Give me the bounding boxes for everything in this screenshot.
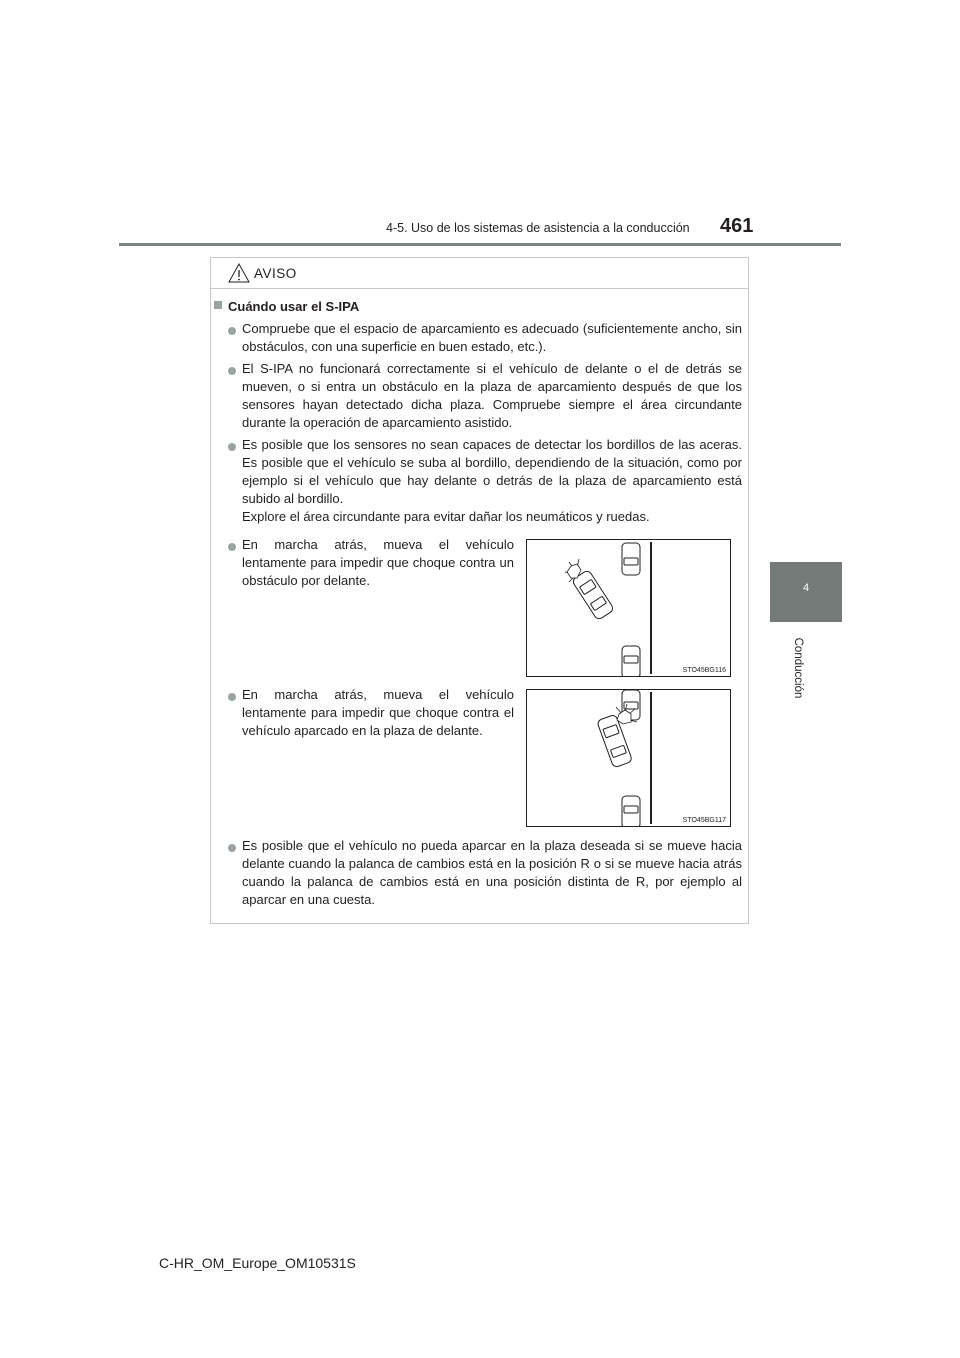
chapter-label-text: Conducción: [792, 637, 804, 699]
chapter-tab: [770, 562, 842, 622]
warning-triangle-icon: [228, 263, 250, 283]
bullet-text: Es posible que los sensores no sean capaces de detectar los bordillos de las aceras. Es posible que el vehículo se suba al bordillo, dependiendo de la situación, como por ejemplo si el vehículo que hay delante o detrás de la plaza de aparcamiento está subido al bordillo.: [242, 437, 742, 507]
chapter-label: [791, 628, 805, 708]
parking-diagram-1: [527, 540, 730, 676]
warning-box-header: [211, 258, 748, 289]
bullet-marker: [228, 844, 236, 852]
warning-title: AVISO: [254, 266, 297, 281]
bullet-marker: [228, 693, 236, 701]
section-heading: 4-5. Uso de los sistemas de asistencia a la conducción: [386, 221, 690, 235]
bullet-marker: [228, 443, 236, 451]
figure-code: STO45BG117: [682, 817, 726, 824]
section-title: Cuándo usar el S-IPA: [228, 299, 360, 314]
figure-reverse-parked-vehicle: [526, 689, 731, 827]
figure-code: STO45BG116: [682, 667, 726, 674]
bullet-marker: [228, 367, 236, 375]
bullet-text: En marcha atrás, mueva el vehículo lentamente para impedir que choque contra un obstáculo por delante.: [242, 537, 514, 589]
header-rule: [119, 243, 841, 246]
bullet-marker: [228, 327, 236, 335]
parking-diagram-2: [527, 690, 730, 826]
bullet-marker: [228, 543, 236, 551]
bullet-text: Es posible que el vehículo no pueda aparcar en la plaza deseada si se mueve hacia delante cuando la palanca de cambios está en la posición R o si se mueve hacia atrás cuando la palanca de cambios está en una posición distinta de R, por ejemplo al aparcar en una cuesta.: [242, 838, 742, 908]
section-square-marker: [214, 301, 222, 309]
bullet-text: En marcha atrás, mueva el vehículo lentamente para impedir que choque contra el vehículo aparcado en la plaza de delante.: [242, 687, 514, 739]
figure-reverse-obstacle: [526, 539, 731, 677]
bullet-text: El S-IPA no funcionará correctamente si el vehículo de delante o el de detrás se mueven, o si entra un obstáculo en la plaza de aparcamiento después de que los sensores hayan detectado dicha plaza. Compruebe siempre el área circundante durante la operación de aparcamiento asistido.: [242, 361, 742, 431]
page-number: 461: [720, 215, 754, 237]
document-id: C-HR_OM_Europe_OM10531S: [159, 1255, 356, 1271]
bullet-text-continued: Explore el área circundante para evitar dañar los neumáticos y ruedas.: [242, 509, 650, 524]
chapter-number: 4: [802, 582, 810, 594]
bullet-text: Compruebe que el espacio de aparcamiento es adecuado (suficientemente ancho, sin obstáculos, con una superficie en buen estado, etc.).: [242, 321, 742, 355]
